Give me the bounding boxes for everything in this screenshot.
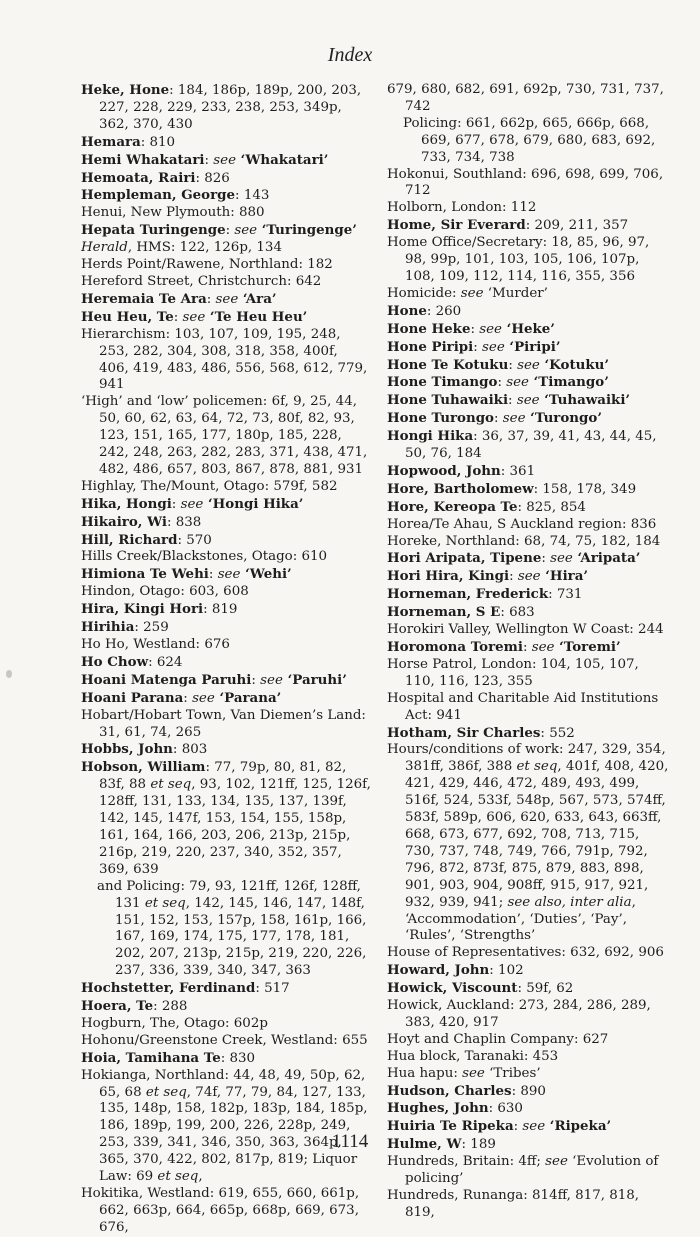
entry-refs: : 517 [255,981,290,997]
entry-text: Henui, New Plymouth: 880 [81,205,265,221]
entry-text: Hundreds, Britain: 4ff; [387,1154,546,1170]
entry-heading: Hempleman, George [81,187,236,204]
entry-heading-italic: Herald [81,240,128,256]
index-entry [81,187,371,205]
entry-refs: : 158, 178, 349 [533,481,637,497]
entry-heading: Heremaia Te Ara [81,290,207,307]
index-entry [387,463,670,481]
entry-text: Hohonu/Greenstone Creek, Westland: 655 [81,1032,368,1048]
index-entry [81,672,371,690]
entry-text: Highlay, The/Mount, Otago: 579f, 582 [81,478,338,494]
entry-refs: : [206,291,216,307]
index-entry [387,639,670,657]
cross-reference-label: see [522,1119,546,1135]
index-entry [81,637,371,654]
index-entry [387,82,670,116]
entry-text: House of Representatives: 632, 692, 906 [387,945,664,961]
entry-refs: : [473,339,483,355]
entry-heading: Hobbs, John [81,741,173,758]
entry-refs: : 143 [235,188,270,204]
index-entry [81,496,371,514]
entry-text: Hills Creek/Blackstones, Otago: 610 [81,549,328,565]
cross-reference-target: ‘Hira’ [540,568,589,585]
cross-reference-target: ‘Hongi Hika’ [203,495,304,512]
entry-refs: : 260 [426,303,462,319]
index-entry [81,82,371,134]
index-entry [387,374,670,392]
entry-heading: Hill, Richard [81,531,178,548]
entry-heading: Hotham, Sir Charles [387,724,541,741]
cross-reference-label: see [506,375,529,391]
index-entry [81,619,371,637]
entry-refs: : [509,569,518,585]
entry-refs: : [171,496,181,512]
entry-refs: : 890 [511,1083,546,1099]
index-entry [81,690,371,708]
entry-refs: : 288 [153,999,188,1015]
index-entry [387,321,670,339]
index-entry [81,980,371,998]
entry-refs: : [513,1119,523,1135]
entry-refs: : 570 [177,532,212,548]
index-entry [81,654,371,672]
entry-text: Hundreds, Runanga: 814ff, 817, 818, 819, [387,1188,640,1220]
entry-refs: : [470,321,480,337]
index-column-left [81,82,371,1237]
entry-heading: Horomona Toremi [387,639,523,655]
entry-refs: : 102 [489,963,524,979]
index-entry [387,962,670,980]
cross-reference-target: ‘Aripata’ [572,550,641,567]
index-entry [81,759,371,878]
index-entry [387,1049,670,1066]
entry-heading: Hira, Kingi Hori [81,601,204,618]
entry-heading: Hore, Bartholomew [387,480,534,497]
cross-reference-target: ‘Kotuku’ [539,356,610,373]
entry-text: Hospital and Charitable Aid Institutions Act: 941 [387,690,659,723]
index-entry [387,657,670,691]
index-entry [387,998,670,1032]
cross-reference-label: see [550,551,573,567]
index-entry [387,392,670,410]
entry-text: Howick, Auckland: 273, 284, 286, 289, 383, 420, 917 [387,998,651,1030]
entry-refs: : [183,690,193,706]
entry-refs: : [497,375,507,391]
entry-heading: Hone Timango [387,374,498,391]
entry-refs: : [541,551,551,567]
cross-reference-label: see [545,1154,568,1170]
entry-refs: : [494,411,503,427]
cross-reference-label: see [460,285,484,301]
index-entry [81,584,371,601]
index-entry [387,339,670,357]
entry-refs: : 825, 854 [517,499,586,515]
index-entry [387,481,670,499]
index-entry [81,394,371,479]
index-entry [387,1032,670,1049]
entry-refs: : 624 [148,654,183,670]
cross-reference-label: et seq [150,777,192,793]
entry-heading: Home, Sir Everard [387,217,526,234]
entry-heading: Hoera, Te [81,998,154,1015]
index-entry [387,725,670,743]
index-entry [81,327,371,395]
entry-heading: Hochstetter, Ferdinand [81,980,256,997]
index-entry [387,622,670,639]
index-entry [81,514,371,532]
index-entry [81,1050,371,1068]
cross-reference-target: , 401f, 408, 420, 421, 429, 446, 472, 489, 493, 499, 516f, 524, 533f, 548p, 567, 573, 574ff, 583f, 589p, 606, 620, 633, 643, 663ff, 668, 673, 677, 692, 708, 713, 715, 730, 737, 748, 749, 766, 791p, 792, 796, 872, 873f, 875, 879, 883, 898, 901, 903, 904, 908ff, 915, 917, 921, 932, 939, 941; [405,759,669,910]
cross-reference-target: ‘Paruhi’ [282,671,347,688]
entry-refs: : [204,152,214,168]
entry-refs: : 826 [195,170,230,186]
index-entry [81,205,371,222]
index-entry [81,741,371,759]
index-entry [387,217,670,235]
cross-reference-target: ‘Toremi’ [554,639,621,655]
entry-heading: Hori Aripata, Tipene [387,550,542,567]
entry-refs: : 830 [220,1050,256,1066]
cross-reference-label: see [215,291,239,307]
entry-heading: Ho Chow [81,653,149,670]
entry-heading: Himiona Te Wehi [81,566,209,583]
index-entry [387,286,670,303]
cross-reference-target: ‘Timango’ [528,374,609,391]
entry-refs: : [225,223,235,239]
index-entry [387,691,670,725]
index-entry [387,1083,670,1101]
entry-refs: : [522,640,532,655]
cross-reference-target: ‘Evolution of policing’ [405,1154,659,1187]
index-subentry [387,116,670,167]
cross-reference-label: see [260,672,283,688]
entry-text: ‘High’ and ‘low’ policemen: 6f, 9, 25, 44, 50, 60, 62, 63, 64, 72, 73, 80f, 82, 93, 123, 151, 165, 177, 180p, 185, 228, 242, 248, 263, 282, 283, 371, 438, 471, 482, 486, 657, 803, 867, 878, 881, 931 [81,394,368,477]
entry-heading: Hori Hira, Kingi [387,568,510,585]
index-entry [387,235,670,286]
entry-refs: : 59f, 62 [517,981,574,997]
cross-reference-target: ‘Heke’ [502,320,555,337]
entry-refs: : [173,309,183,325]
entry-heading: Hemoata, Rairi [81,169,196,186]
entry-heading: Hirihia [81,619,135,636]
cross-reference-label: see also, inter alia [507,894,632,910]
cross-reference-label: see [192,690,215,706]
index-entry [387,945,670,962]
entry-text: Horea/Te Ahau, S Auckland region: 836 [387,516,657,532]
index-entry [81,1068,371,1186]
entry-text: Home Office/Secretary: 18, 85, 96, 97, 98, 99p, 101, 103, 105, 106, 107p, 108, 109, 112, 114, 116, 355, 356 [387,235,650,284]
entry-heading: Hika, Hongi [81,495,172,512]
cross-reference-target: ‘Whakatari’ [236,151,329,168]
index-entry [81,1016,371,1033]
index-entry [387,200,670,217]
cross-reference-target: , 93, 102, 121ff, 125, 126f, 128ff, 131, 133, 134, 135, 137, 139f, 142, 145, 147f, 153, 154, 155, 158p, 161, 164, 166, 203, 206, 213p, 215p, 216p, 219, 220, 237, 340, 352, 357, 369, 639 [99,777,371,877]
index-entry [81,566,371,584]
entry-heading: Horneman, Frederick [387,586,549,603]
entry-heading: Hoia, Tamihana Te [81,1049,221,1066]
cross-reference-target: ‘Ripeka’ [545,1118,612,1135]
index-entry [387,586,670,604]
index-entry [81,222,371,240]
cross-reference-label: et seq [144,895,186,911]
index-entry [81,240,371,257]
entry-refs: : 184, 186p, 189p, 200, 203, 227, 228, 229, 233, 238, 253, 349p, 362, 370, 430 [99,83,362,132]
index-entry [81,1033,371,1050]
entry-text: Hokonui, Southland: 696, 698, 699, 706, 712 [387,166,664,199]
entry-refs: : 803 [172,742,208,758]
entry-heading: Huiria Te Ripeka [387,1118,514,1135]
entry-heading: Hongi Hika [387,428,474,445]
entry-text: Hokitika, Westland: 619, 655, 660, 661p, 662, 663p, 664, 665p, 668p, 669, 673, 676, [81,1186,360,1235]
index-entry [81,532,371,550]
entry-text: Hua hapu: [387,1065,463,1081]
entry-heading: Howick, Viscount [387,980,518,997]
cross-reference-target: , 74f, 77, 79, 84, 127, 133, 135, 148p, 158, 182p, 183p, 184, 185p, 186, 189p, 199, 200, 226, 228p, 249, 253, 339, 341, 346, 350, 363, 364p, 365, 370, 422, 802, 817p, 819; Liquor Law: 69 [99,1084,368,1185]
entry-text: Hierarchism: 103, 107, 109, 195, 248, 253, 282, 304, 308, 318, 358, 400f, 406, 419, 483, 486, 556, 568, 612, 779, 941 [81,326,368,393]
cross-reference-target: ‘Tuhawaiki’ [539,392,631,409]
entry-text: and Policing: 79, 93, 121ff, 126f, 128ff, 131 [97,878,361,911]
cross-reference-target: , 142, 145, 146, 147, 148f, 151, 152, 153, 157p, 158, 161p, 166, 167, 169, 174, 175, 177, 178, 181, 202, 207, 213p, 215p, 219, 220, 226, 237, 336, 339, 340, 347, 363 [115,895,367,979]
index-entry [387,303,670,321]
cross-reference-target: ‘Tribes’ [484,1065,541,1081]
index-entry [387,357,670,375]
entry-refs: : 731 [548,587,583,603]
index-entry [81,479,371,496]
margin-speck [6,670,12,678]
entry-heading: Hikairo, Wi [81,513,167,530]
entry-text: 679, 680, 682, 691, 692p, 730, 731, 737, 742 [387,82,664,114]
entry-refs: : 819 [203,602,238,618]
cross-reference-target: ‘Te Heu Heu’ [205,308,308,325]
entry-text: Hindon, Otago: 603, 608 [81,584,249,600]
entry-text: Homicide: [387,285,461,301]
cross-reference-label: see [482,339,505,355]
entry-heading: Hobson, William [81,759,206,776]
entry-text: Policing: 661, 662p, 665, 666p, 668, 669, 677, 678, 679, 680, 683, 692, 733, 734, 738 [403,115,656,165]
cross-reference-label: see [531,640,555,655]
index-entry [81,309,371,327]
index-column-right [387,82,670,1222]
entry-heading: Hulme, W [387,1136,462,1153]
entry-text: Horse Patrol, London: 104, 105, 107, 110, 116, 123, 355 [387,656,639,689]
entry-text: Hereford Street, Christchurch: 642 [81,273,322,289]
entry-text: Hours/conditions of work: 247, 329, 354, 381ff, 386f, 388 [387,742,666,775]
cross-reference-label: see [462,1065,485,1081]
entry-text: Ho Ho, Westland: 676 [81,637,230,652]
entry-heading: Hone Te Kotuku [387,356,509,373]
entry-refs: : 36, 37, 39, 41, 43, 44, 45, 50, 76, 184 [405,429,657,462]
entry-text: Hokianga, Northland: 44, 48, 49, 50p, 62, 65, 68 [81,1067,366,1100]
cross-reference-label: see [502,411,526,427]
index-entry [387,550,670,568]
index-entry [81,274,371,291]
cross-reference-target: ‘Murder’ [483,285,548,301]
entry-heading: Hemi Whakatari [81,151,205,168]
entry-refs: : 209, 211, 357 [525,218,629,234]
cross-reference-label: see [517,357,540,373]
entry-text: Herds Point/Rawene, Northland: 182 [81,257,333,273]
cross-reference-target: ‘Parana’ [214,689,282,706]
cross-reference-label: see [182,309,206,325]
cross-reference-target: ‘Wehi’ [240,566,292,583]
entry-heading: Howard, John [387,962,490,979]
index-entry [81,170,371,188]
entry-refs: : 838 [166,514,202,530]
entry-refs: , HMS: 122, 126p, 134 [127,240,282,256]
entry-refs: : [508,357,518,373]
cross-reference-label: see [234,223,258,239]
index-entry [387,428,670,463]
index-entry [387,1100,670,1118]
index-subentry [81,879,371,980]
entry-text: Holborn, London: 112 [387,200,537,216]
entry-heading: Hudson, Charles [387,1082,512,1099]
index-entry [387,568,670,586]
entry-heading: Heu Heu, Te [81,308,174,325]
index-entry [387,980,670,998]
entry-refs: : [251,672,261,688]
entry-heading: Hone Tuhawaiki [387,392,509,409]
entry-refs: : 259 [134,620,169,636]
index-entry [81,998,371,1016]
entry-heading: Hore, Kereopa Te [387,498,518,515]
entry-heading: Hepata Turingenge [81,222,226,239]
running-header: Index [327,44,373,66]
cross-reference-label: see [217,567,241,583]
index-entry [387,410,670,428]
index-entry [81,1186,371,1237]
entry-refs: , [198,1169,203,1185]
index-entry [81,152,371,170]
cross-reference-target: ‘Turongo’ [525,410,602,427]
entry-refs: : 683 [500,605,535,621]
entry-heading: Hone Piripi [387,338,474,355]
cross-reference-label: see [517,569,541,585]
cross-reference-label: see [213,152,237,168]
entry-text: Horeke, Northland: 68, 74, 75, 182, 184 [387,533,661,549]
entry-heading: Hone Heke [387,320,471,337]
entry-heading: Hoani Matenga Paruhi [81,671,252,688]
entry-refs: : [508,393,517,409]
index-entry [387,604,670,622]
index-entry [387,1066,670,1083]
index-entry [387,517,670,534]
entry-text: Hobart/Hobart Town, Van Diemen’s Land: 31, 61, 74, 265 [81,707,366,740]
entry-heading: Heke, Hone [81,82,170,98]
index-entry [387,534,670,551]
cross-reference-label: et seq [157,1169,199,1185]
cross-reference-label: see [516,393,540,409]
cross-reference-label: see [180,496,204,512]
entry-refs: : [208,567,218,583]
page-number: 1114 [331,1131,369,1152]
entry-refs: : 810 [140,134,176,150]
entry-heading: Horneman, S E [387,604,501,621]
cross-reference-label: see [479,321,502,337]
entry-heading: Hoani Parana [81,689,184,706]
index-entry [81,601,371,619]
entry-text: Hua block, Taranaki: 453 [387,1048,559,1064]
entry-heading: Hemara [81,133,141,150]
index-entry [81,134,371,152]
index-entry [81,708,371,742]
entry-heading: Hopwood, John [387,462,501,479]
entry-refs: : 630 [488,1101,523,1117]
index-entry [81,549,371,566]
cross-reference-target: ‘Turingenge’ [257,222,357,239]
cross-reference-target: ‘Piripi’ [504,338,561,355]
index-entry [387,742,670,945]
index-entry [387,167,670,201]
entry-heading: Hone Turongo [387,410,494,427]
index-entry [387,1188,670,1222]
entry-text: Horokiri Valley, Wellington W Coast: 244 [387,622,664,638]
index-entry [81,257,371,274]
cross-reference-label: et seq [516,759,558,775]
entry-refs: , ‘Accommodation’, ‘Duties’, ‘Pay’, ‘Rules’, ‘Strengths’ [405,894,636,944]
index-entry [387,1154,670,1188]
index-entry [387,499,670,517]
entry-heading: Hughes, John [387,1100,489,1117]
entry-refs: : 77, 79p, 80, 81, 82, 83f, 88 [99,760,347,793]
entry-refs: : 189 [461,1137,496,1153]
entry-text: Hogburn, The, Otago: 602p [81,1015,268,1031]
entry-refs: : 361 [500,463,536,479]
index-entry [81,291,371,309]
entry-heading: Hone [387,302,427,319]
entry-refs: : 552 [540,725,575,741]
cross-reference-target: ‘Ara’ [238,290,277,307]
entry-text: Hoyt and Chaplin Company: 627 [387,1031,609,1047]
cross-reference-label: et seq [145,1084,187,1100]
